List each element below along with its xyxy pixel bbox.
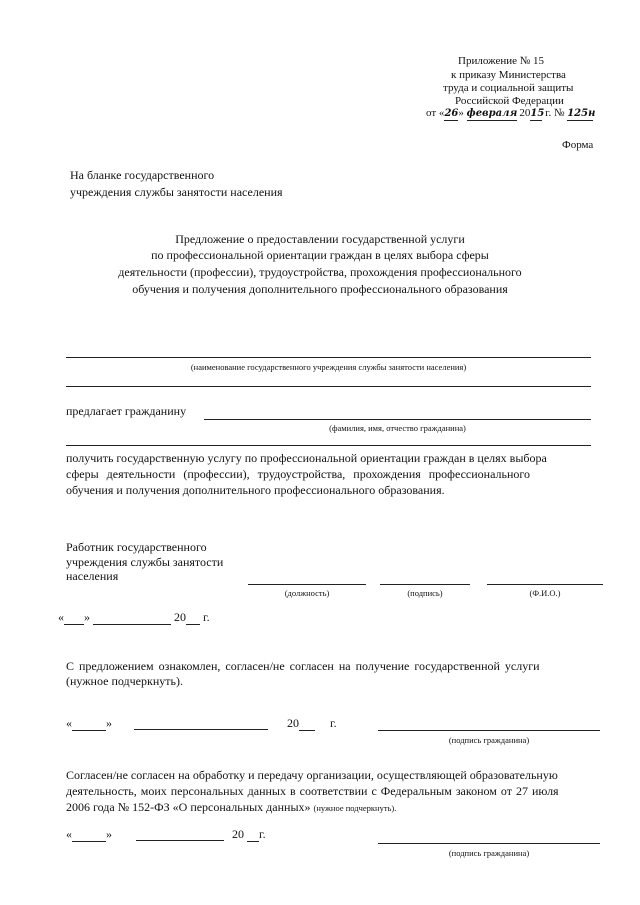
order-line-3: Российской Федерации <box>455 95 564 107</box>
date-1 <box>58 610 210 625</box>
form-label: Форма <box>562 139 594 151</box>
worker-signature-line[interactable] <box>380 584 470 585</box>
name-caption: (Ф.И.О.) <box>529 588 561 598</box>
citizen-fio-line-2[interactable] <box>66 445 591 446</box>
date-2 <box>66 716 112 731</box>
consent-line-1: Согласен/не согласен на обработку и передачу организации, осуществляющей образовательную <box>66 768 558 782</box>
letterhead-line-2: учреждения службы занятости населения <box>70 185 283 199</box>
title-line-3: деятельности (профессии), трудоустройства, прохождения профессионального <box>118 265 522 279</box>
title-line-2: по профессиональной ориентации граждан в целях выбора сферы <box>151 248 489 262</box>
date-3-close: » <box>106 827 112 841</box>
date-prefix: от « <box>426 107 445 119</box>
date-1-year-field[interactable] <box>186 610 200 625</box>
date-2-year-field[interactable] <box>299 716 315 731</box>
position-caption: (должность) <box>284 588 330 598</box>
date-3-year: 20 <box>232 827 244 841</box>
date-3-day-field[interactable] <box>72 827 106 842</box>
date-2-year-block <box>287 716 315 731</box>
date-2-suffix: г. <box>330 716 337 730</box>
citizen-fio-line[interactable] <box>204 419 591 420</box>
citizen-sig-caption-2: (подпись гражданина) <box>448 848 530 858</box>
date-num-label: г. № <box>545 107 565 119</box>
order-line-2: труда и социальной защиты <box>443 82 574 94</box>
date-3-year-field[interactable] <box>247 827 259 842</box>
date-1-day-field[interactable] <box>64 610 84 625</box>
appendix-number: Приложение № 15 <box>458 55 545 67</box>
order-line-1: к приказу Министерства <box>451 69 566 81</box>
date-3-month-field[interactable] <box>136 840 224 841</box>
worker-line-3: населения <box>66 569 119 583</box>
offers-label: предлагает гражданину <box>66 404 187 418</box>
signature-caption: (подпись) <box>407 588 443 598</box>
date-2-day-field[interactable] <box>72 716 106 731</box>
consent-text: 2006 года № 152-ФЗ «О персональных данных» <box>66 800 311 814</box>
date-year: 15 <box>530 108 545 119</box>
citizen-sig-caption-1: (подпись гражданина) <box>448 735 530 745</box>
date-2-month-field[interactable] <box>134 729 268 730</box>
date-month: февраля <box>466 108 518 119</box>
date-1-open: « <box>58 610 64 624</box>
date-1-suffix: г. <box>203 610 210 624</box>
service-paragraph-line-2: сферы деятельности (профессии), трудоустройства, прохождения профессионального <box>66 467 531 481</box>
service-paragraph-line-3: обучения и получения дополнительного профессионального образования. <box>66 483 445 497</box>
worker-line-2: учреждения службы занятости <box>66 555 224 569</box>
date-day: 26 <box>444 108 459 119</box>
date-3-year-block <box>232 827 266 842</box>
title-line-4: обучения и получения дополнительного профессионального образования <box>132 282 508 296</box>
worker-line-1: Работник государственного <box>66 540 207 554</box>
date-2-year: 20 <box>287 716 299 730</box>
date-1-year: 20 <box>174 610 186 624</box>
agree-line-2: (нужное подчеркнуть). <box>66 674 183 688</box>
letterhead-line-1: На бланке государственного <box>70 168 215 182</box>
title-line-1: Предложение о предоставлении государственной услуги <box>175 232 465 246</box>
citizen-signature-line-2[interactable] <box>378 843 600 844</box>
position-line[interactable] <box>248 584 366 585</box>
date-2-close: » <box>106 716 112 730</box>
date-year-prefix: 20 <box>519 107 531 119</box>
citizen-signature-line-1[interactable] <box>378 730 600 731</box>
consent-line-3 <box>66 800 396 814</box>
worker-name-line[interactable] <box>487 584 603 585</box>
service-paragraph-line-1: получить государственную услугу по профессиональной ориентации граждан в целях выбора <box>66 451 547 465</box>
date-1-month-field[interactable] <box>93 610 171 625</box>
consent-note: (нужное подчеркнуть). <box>313 803 397 813</box>
institution-name-line-2[interactable] <box>66 386 591 387</box>
date-3-suffix: г. <box>259 827 266 841</box>
date-2-open: « <box>66 716 72 730</box>
date-3 <box>66 827 112 842</box>
institution-name-line[interactable] <box>66 357 591 358</box>
date-mid: » <box>458 107 464 119</box>
institution-caption: (наименование государственного учреждения службы занятости населения) <box>190 362 467 372</box>
consent-line-2: деятельность, моих персональных данных в соответствии с Федеральным законом от 27 июля <box>66 784 559 798</box>
agree-line-1: С предложением ознакомлен, согласен/не согласен на получение государственной услуги <box>66 659 540 673</box>
date-3-open: « <box>66 827 72 841</box>
fio-caption: (фамилия, имя, отчество гражданина) <box>329 423 466 433</box>
date-1-close: » <box>84 610 90 624</box>
order-number: 125н <box>567 108 596 119</box>
order-date <box>426 107 596 121</box>
